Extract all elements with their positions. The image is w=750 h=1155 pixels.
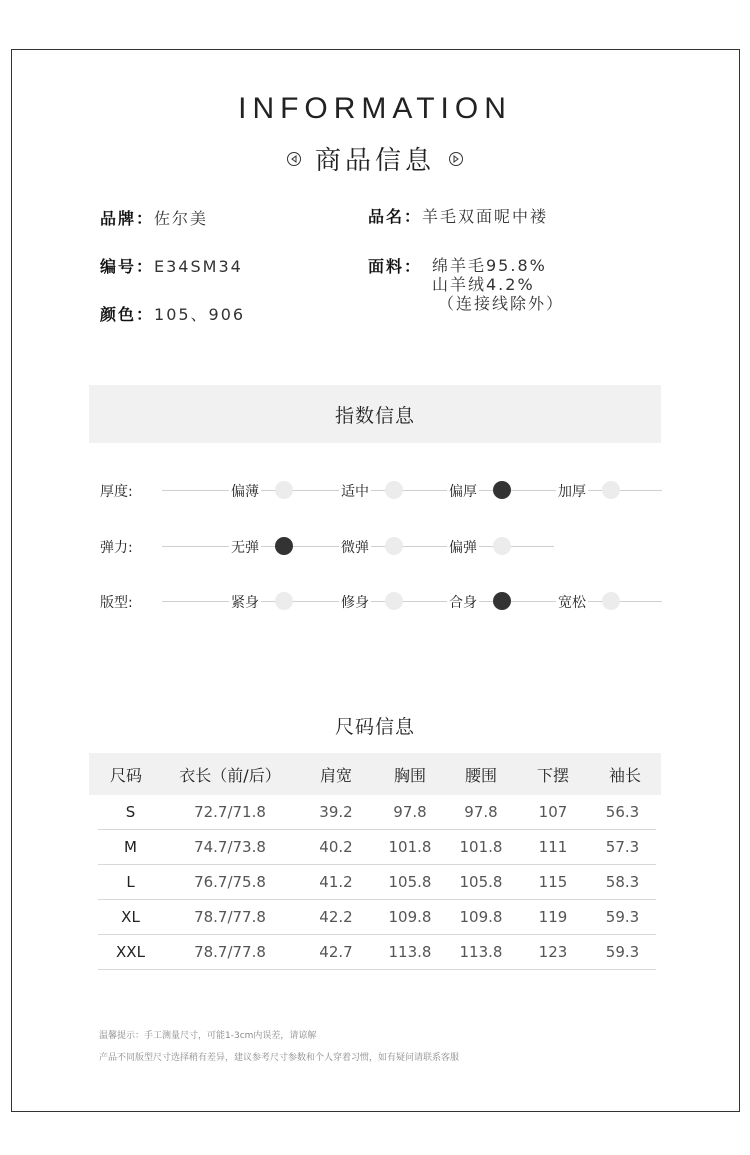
fit-dot-2[interactable] — [385, 592, 403, 610]
size-table — [89, 753, 661, 970]
cell-length: 74.7/73.8 — [194, 838, 266, 856]
elasticity-option-2: 微弹 — [339, 537, 371, 557]
cell-size: S — [125, 803, 136, 821]
thickness-dot-4[interactable] — [602, 481, 620, 499]
product-name-value: 羊毛双面呢中褛 — [422, 207, 549, 226]
cell-shoulder: 42.7 — [319, 943, 353, 961]
fit-option-2: 修身 — [339, 592, 371, 612]
fabric-line-1: 绵羊毛95.8% — [432, 256, 547, 275]
cell-chest: 109.8 — [388, 908, 432, 926]
thickness-option-4: 加厚 — [556, 481, 588, 501]
cell-hem: 119 — [538, 908, 568, 926]
cell-shoulder: 39.2 — [319, 803, 353, 821]
thickness-dot-3[interactable] — [493, 481, 511, 499]
fit-option-1: 紧身 — [229, 592, 261, 612]
cell-hem: 123 — [538, 943, 568, 961]
thickness-row — [0, 478, 750, 502]
brand-info — [100, 208, 208, 229]
thickness-dot-2[interactable] — [385, 481, 403, 499]
elasticity-option-3: 偏弹 — [447, 537, 479, 557]
cell-hem: 111 — [538, 838, 568, 856]
cell-size: XL — [121, 908, 140, 926]
fabric-label: 面料： — [368, 257, 423, 276]
fit-option-4: 宽松 — [556, 592, 588, 612]
header-chest: 胸围 — [393, 765, 426, 785]
cell-size: L — [126, 873, 135, 891]
elasticity-row — [0, 534, 750, 558]
fit-dot-4[interactable] — [602, 592, 620, 610]
header-hem: 下摆 — [536, 765, 569, 785]
table-row — [98, 935, 656, 970]
cell-sleeve: 56.3 — [605, 803, 640, 821]
cell-hem: 115 — [538, 873, 568, 891]
cell-sleeve: 59.3 — [605, 943, 640, 961]
cell-chest: 105.8 — [388, 873, 432, 891]
fit-row — [0, 589, 750, 613]
header-sleeve: 袖长 — [608, 765, 641, 785]
thickness-dot-1[interactable] — [275, 481, 293, 499]
elasticity-label: 弹力: — [100, 540, 133, 556]
brand-value: 佐尔美 — [154, 209, 209, 228]
cell-size: XXL — [116, 943, 145, 961]
header-length: 衣长（前/后） — [179, 765, 281, 785]
header-waist: 腰围 — [464, 765, 497, 785]
note-measurement: 温馨提示：手工测量尺寸，可能1-3cm内误差，请谅解 — [99, 1031, 317, 1041]
table-row — [98, 795, 656, 830]
thickness-option-1: 偏薄 — [229, 481, 261, 501]
cell-sleeve: 59.3 — [605, 908, 640, 926]
title-chinese-row — [0, 140, 750, 177]
size-table-header — [89, 753, 661, 795]
cell-chest: 113.8 — [388, 943, 432, 961]
elasticity-dot-1[interactable] — [275, 537, 293, 555]
note-fit: 产品不同版型尺寸选择稍有差异，建议参考尺寸参数和个人穿着习惯，如有疑问请联系客服 — [99, 1053, 460, 1063]
cell-shoulder: 41.2 — [319, 873, 353, 891]
product-name-label: 品名： — [368, 207, 423, 226]
title-chinese: 商品信息 — [314, 146, 435, 176]
cell-chest: 101.8 — [388, 838, 432, 856]
code-label: 编号： — [100, 257, 155, 276]
cell-size: M — [124, 838, 137, 856]
cell-shoulder: 40.2 — [319, 838, 353, 856]
color-info — [100, 304, 245, 325]
cell-length: 72.7/71.8 — [194, 803, 266, 821]
thickness-option-3: 偏厚 — [447, 481, 479, 501]
brand-label: 品牌： — [100, 209, 155, 228]
fit-label: 版型: — [100, 595, 133, 611]
color-label: 颜色： — [100, 305, 155, 324]
header-size: 尺码 — [109, 765, 142, 785]
cell-waist: 109.8 — [459, 908, 503, 926]
elasticity-dot-2[interactable] — [385, 537, 403, 555]
cell-waist: 105.8 — [459, 873, 503, 891]
cell-waist: 97.8 — [464, 803, 498, 821]
table-row — [98, 900, 656, 935]
code-value: E34SM34 — [154, 257, 243, 276]
table-row — [98, 830, 656, 865]
fit-option-3: 合身 — [447, 592, 479, 612]
cell-hem: 107 — [538, 803, 568, 821]
elasticity-option-1: 无弹 — [229, 537, 261, 557]
cell-waist: 113.8 — [459, 943, 503, 961]
fabric-line-3: （连接线除外） — [438, 294, 565, 313]
color-value: 105、906 — [154, 305, 246, 324]
index-section-title: 指数信息 — [334, 404, 415, 427]
cell-length: 78.7/77.8 — [194, 908, 266, 926]
fit-dot-3[interactable] — [493, 592, 511, 610]
elasticity-dot-3[interactable] — [493, 537, 511, 555]
fit-dot-1[interactable] — [275, 592, 293, 610]
code-info — [100, 256, 243, 277]
cell-chest: 97.8 — [393, 803, 427, 821]
index-section-header — [89, 385, 661, 443]
cell-sleeve: 57.3 — [605, 838, 640, 856]
fabric-line-2: 山羊绒4.2% — [432, 275, 535, 294]
fabric-values — [432, 256, 564, 313]
table-row — [98, 865, 656, 900]
cell-length: 76.7/75.8 — [194, 873, 266, 891]
size-section-title: 尺码信息 — [334, 716, 415, 738]
cell-sleeve: 58.3 — [605, 873, 640, 891]
fabric-info — [368, 256, 422, 277]
cell-waist: 101.8 — [459, 838, 503, 856]
cell-shoulder: 42.2 — [319, 908, 353, 926]
thickness-option-2: 适中 — [339, 481, 371, 501]
header-shoulder: 肩宽 — [319, 765, 352, 785]
cell-length: 78.7/77.8 — [194, 943, 266, 961]
title-english: INFORMATION — [238, 92, 512, 125]
thickness-label: 厚度: — [100, 484, 133, 500]
right-arrow-circle-icon — [449, 152, 463, 166]
left-arrow-circle-icon — [287, 152, 301, 166]
product-name-info — [368, 206, 548, 227]
